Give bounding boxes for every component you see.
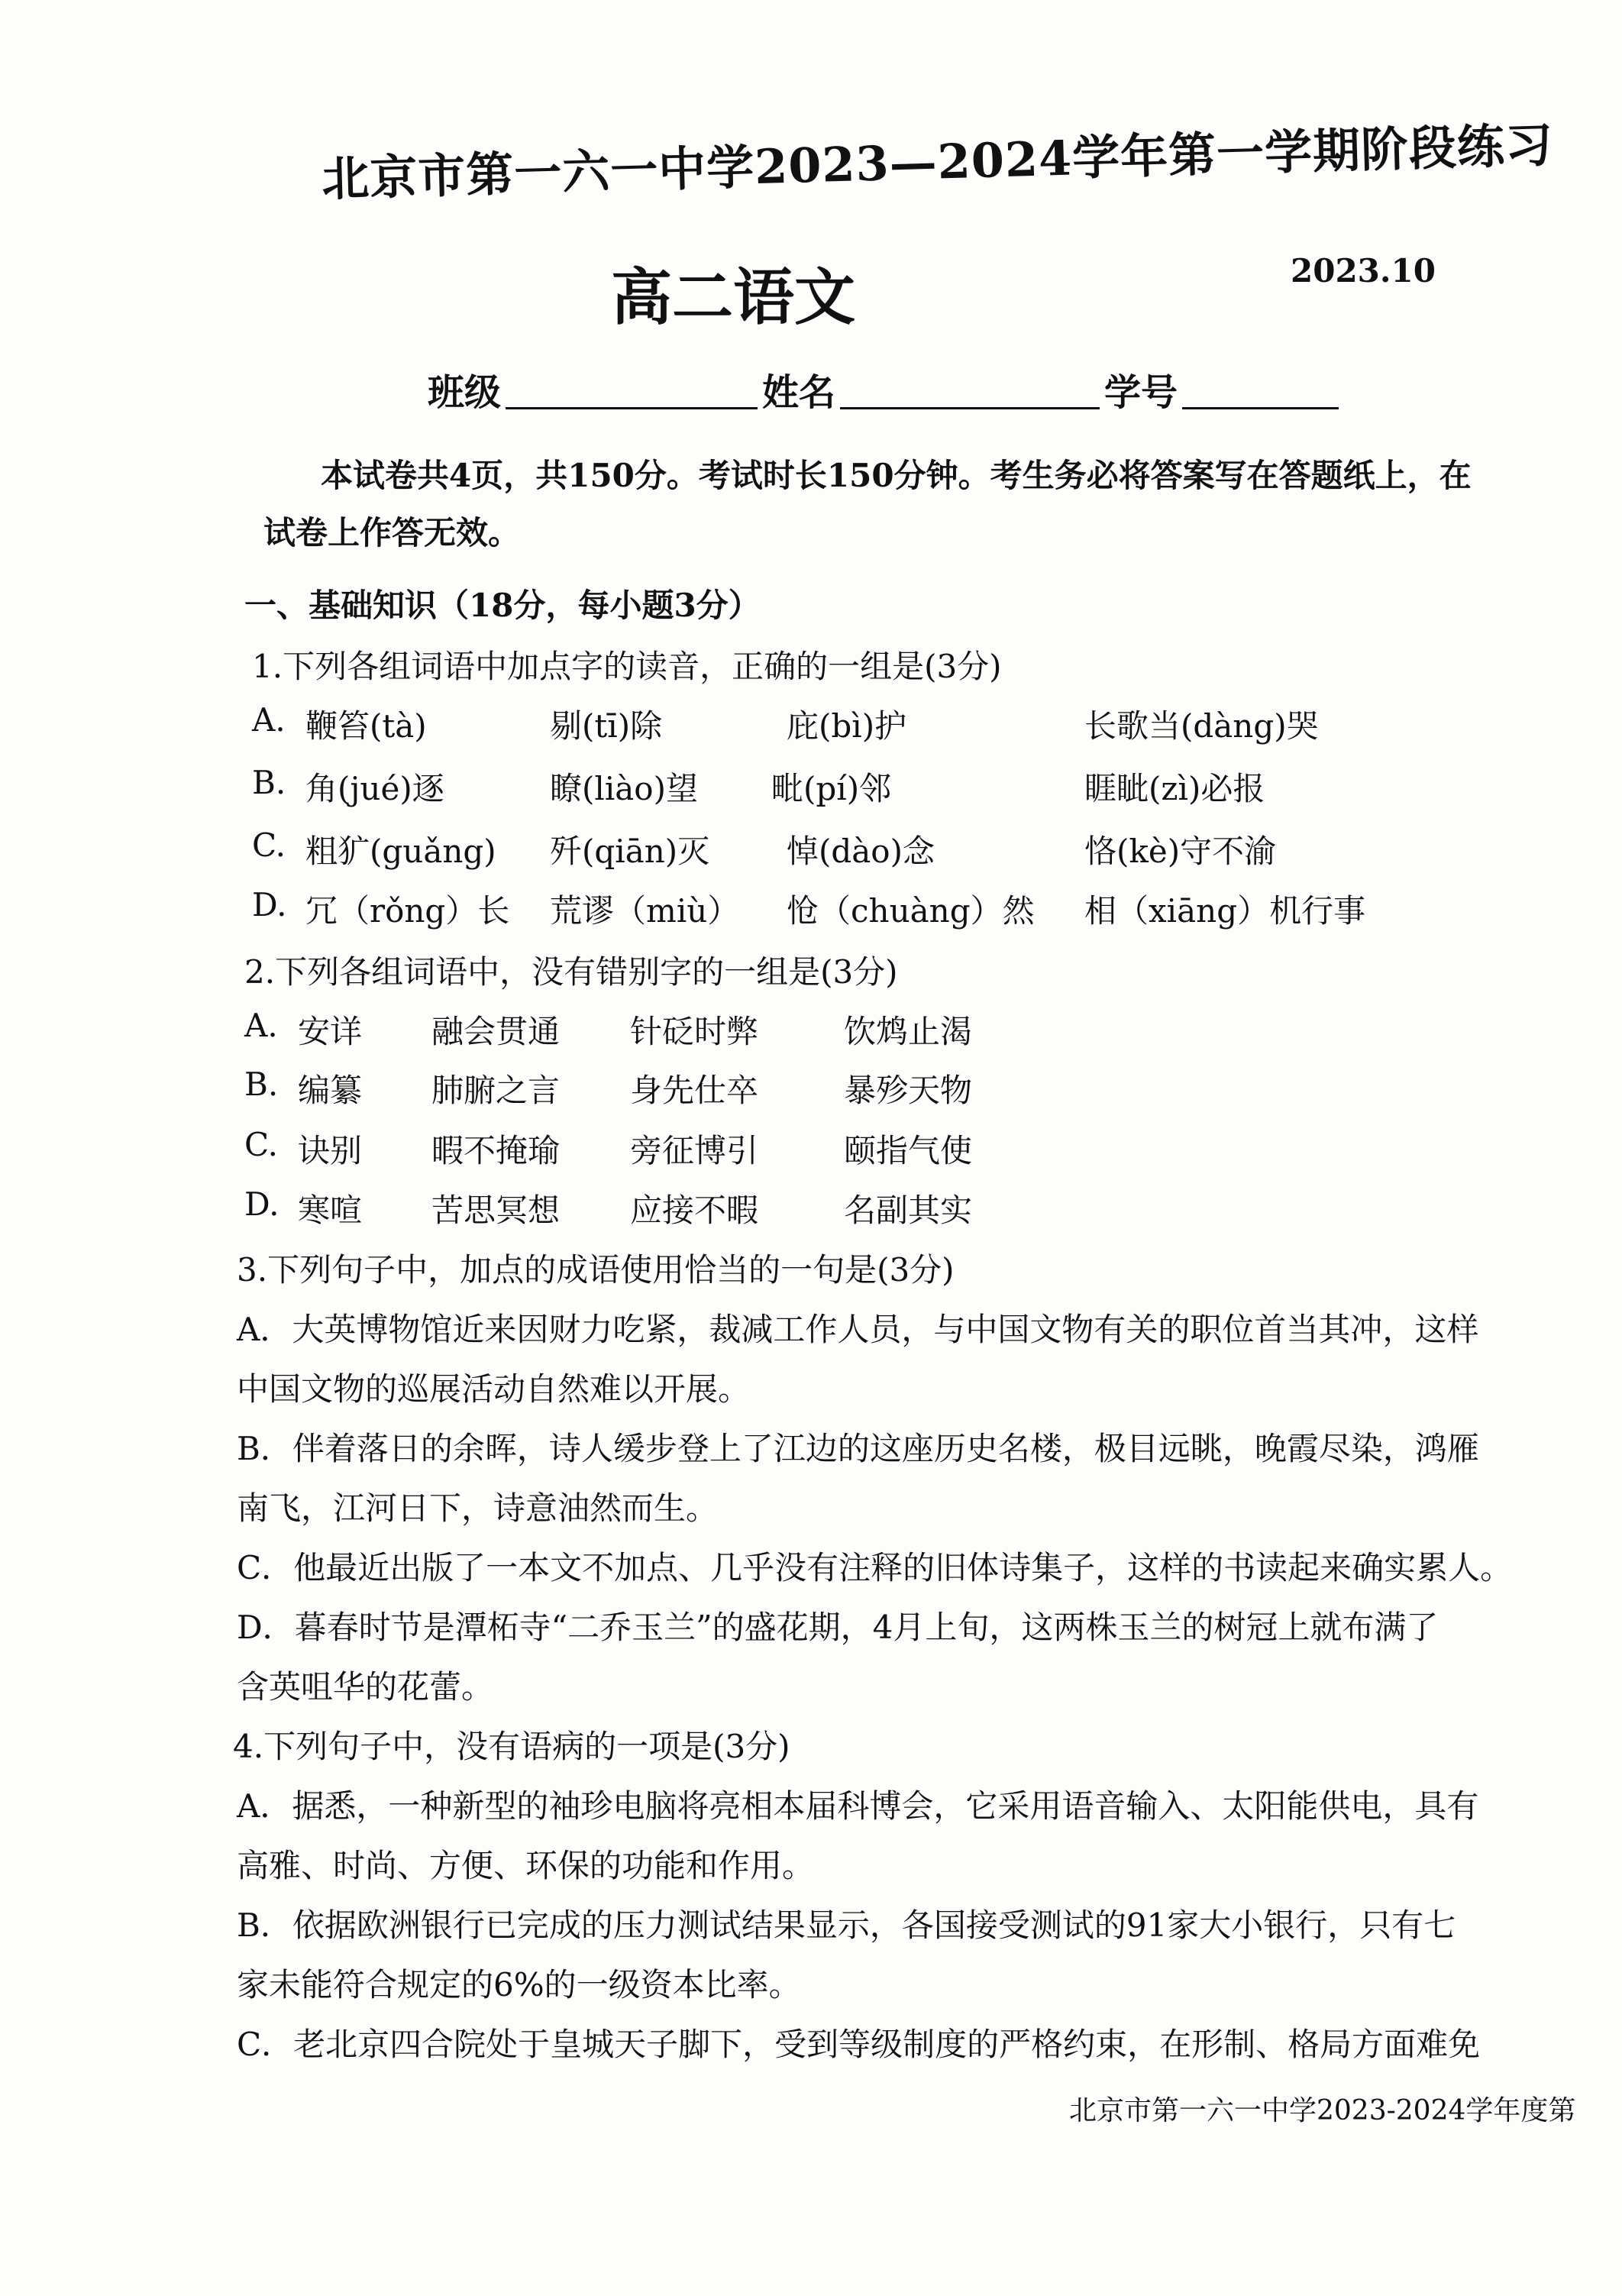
option-item: 针砭时弊	[630, 1013, 759, 1050]
q3-line: A．大英博物馆近来因财力吃紧，裁减工作人员，与中国文物有关的职位首当其冲，这样	[237, 1311, 1479, 1348]
option-item: 恪(kè)守不渝	[1084, 833, 1277, 870]
option-item: 庇(bì)护	[787, 707, 907, 745]
q4-line: 家未能符合规定的6%的一级资本比率。	[237, 1966, 801, 2003]
option-item: 身先仕卒	[630, 1072, 759, 1109]
q3-line: D．暮春时节是潭柘寺“二乔玉兰”的盛花期，4月上旬，这两株玉兰的树冠上就布满了	[237, 1609, 1439, 1646]
id-label: 学号	[1104, 371, 1178, 414]
option-item: 悼(dào)念	[787, 833, 935, 870]
option-item: 歼(qiān)灭	[550, 833, 710, 870]
question-4-stem: 4.下列句子中，没有语病的一项是(3分)	[233, 1728, 790, 1765]
option-item: 瞭(liào)望	[550, 770, 698, 807]
class-blank	[506, 377, 758, 409]
option-item: 编纂	[298, 1072, 363, 1109]
option-item: 长歌当(dàng)哭	[1084, 707, 1319, 745]
option-label: D.	[244, 1185, 279, 1223]
option-item: 诀别	[298, 1132, 363, 1169]
option-item: 旁征博引	[630, 1132, 759, 1169]
q3-line: 中国文物的巡展活动自然难以开展。	[237, 1370, 751, 1408]
question-3-stem: 3.下列句子中，加点的成语使用恰当的一句是(3分)	[237, 1251, 955, 1289]
section-title: 一、基础知识（18分，每小题3分）	[244, 587, 761, 624]
option-label: A.	[244, 1007, 278, 1044]
option-item: 睚眦(zì)必报	[1084, 770, 1265, 807]
q3-line: 含英咀华的花蕾。	[237, 1668, 494, 1706]
notice-line-2: 试卷上作答无效。	[263, 514, 521, 551]
option-label: C.	[244, 1126, 278, 1163]
q3-line: 南飞，江河日下，诗意油然而生。	[237, 1489, 719, 1527]
option-item: 怆（chuàng）然	[787, 892, 1035, 930]
id-blank	[1182, 377, 1339, 409]
option-item: 暴殄天物	[844, 1072, 973, 1109]
option-item: 苦思冥想	[431, 1192, 561, 1229]
option-label: A.	[252, 701, 286, 739]
exam-title: 北京市第一六一中学2023—2024学年第一学期阶段练习	[321, 116, 1554, 207]
exam-date: 2023.10	[1291, 252, 1436, 289]
option-item: 剔(tī)除	[550, 707, 663, 745]
q4-line: A．据悉，一种新型的袖珍电脑将亮相本届科博会，它采用语音输入、太阳能供电，具有	[237, 1787, 1479, 1825]
option-item: 肺腑之言	[431, 1072, 561, 1109]
option-item: 寒喧	[298, 1192, 363, 1229]
question-2-stem: 2.下列各组词语中，没有错别字的一组是(3分)	[244, 953, 898, 991]
question-1-stem: 1.下列各组词语中加点字的读音，正确的一组是(3分)	[252, 648, 1002, 685]
option-item: 毗(pí)邻	[771, 770, 892, 807]
q3-line: B．伴着落日的余晖，诗人缓步登上了江边的这座历史名楼，极目远眺，晚霞尽染，鸿雁	[237, 1430, 1479, 1467]
option-item: 应接不暇	[630, 1192, 759, 1229]
option-item: 鞭笞(tà)	[305, 707, 427, 745]
q4-line: 高雅、时尚、方便、环保的功能和作用。	[237, 1847, 815, 1884]
option-label: C.	[252, 826, 286, 864]
option-item: 相（xiāng）机行事	[1084, 892, 1366, 930]
option-item: 名副其实	[844, 1192, 973, 1229]
option-label: B.	[244, 1066, 279, 1103]
option-item: 暇不掩瑜	[431, 1132, 561, 1169]
page-footer: 北京市第一六一中学2023-2024学年度第	[1069, 2095, 1576, 2126]
option-item: 角(jué)逐	[305, 770, 444, 807]
name-label: 姓名	[762, 371, 836, 414]
name-blank	[840, 377, 1100, 409]
option-item: 粗犷(guǎng)	[305, 833, 496, 870]
option-item: 荒谬（miù）	[550, 892, 740, 930]
q3-line: C．他最近出版了一本文不加点、几乎没有注释的旧体诗集子，这样的书读起来确实累人。	[237, 1549, 1513, 1586]
option-item: 饮鸩止渴	[844, 1013, 973, 1050]
option-label: D.	[252, 886, 287, 923]
option-item: 颐指气使	[844, 1132, 973, 1169]
q4-line: B．依据欧洲银行已完成的压力测试结果显示，各国接受测试的91家大小银行，只有七	[237, 1906, 1456, 1944]
class-label: 班级	[428, 371, 502, 414]
option-item: 安详	[298, 1013, 363, 1050]
notice-line-1: 本试卷共4页，共150分。考试时长150分钟。考生务必将答案写在答题纸上，在	[321, 457, 1472, 494]
subject-title: 高二语文	[611, 261, 855, 333]
student-info-row	[428, 363, 1343, 416]
option-label: B.	[252, 764, 286, 801]
option-item: 冗（rǒng）长	[305, 892, 510, 930]
q4-line: C．老北京四合院处于皇城天子脚下，受到等级制度的严格约束，在形制、格局方面难免	[237, 2026, 1481, 2063]
option-item: 融会贯通	[431, 1013, 561, 1050]
